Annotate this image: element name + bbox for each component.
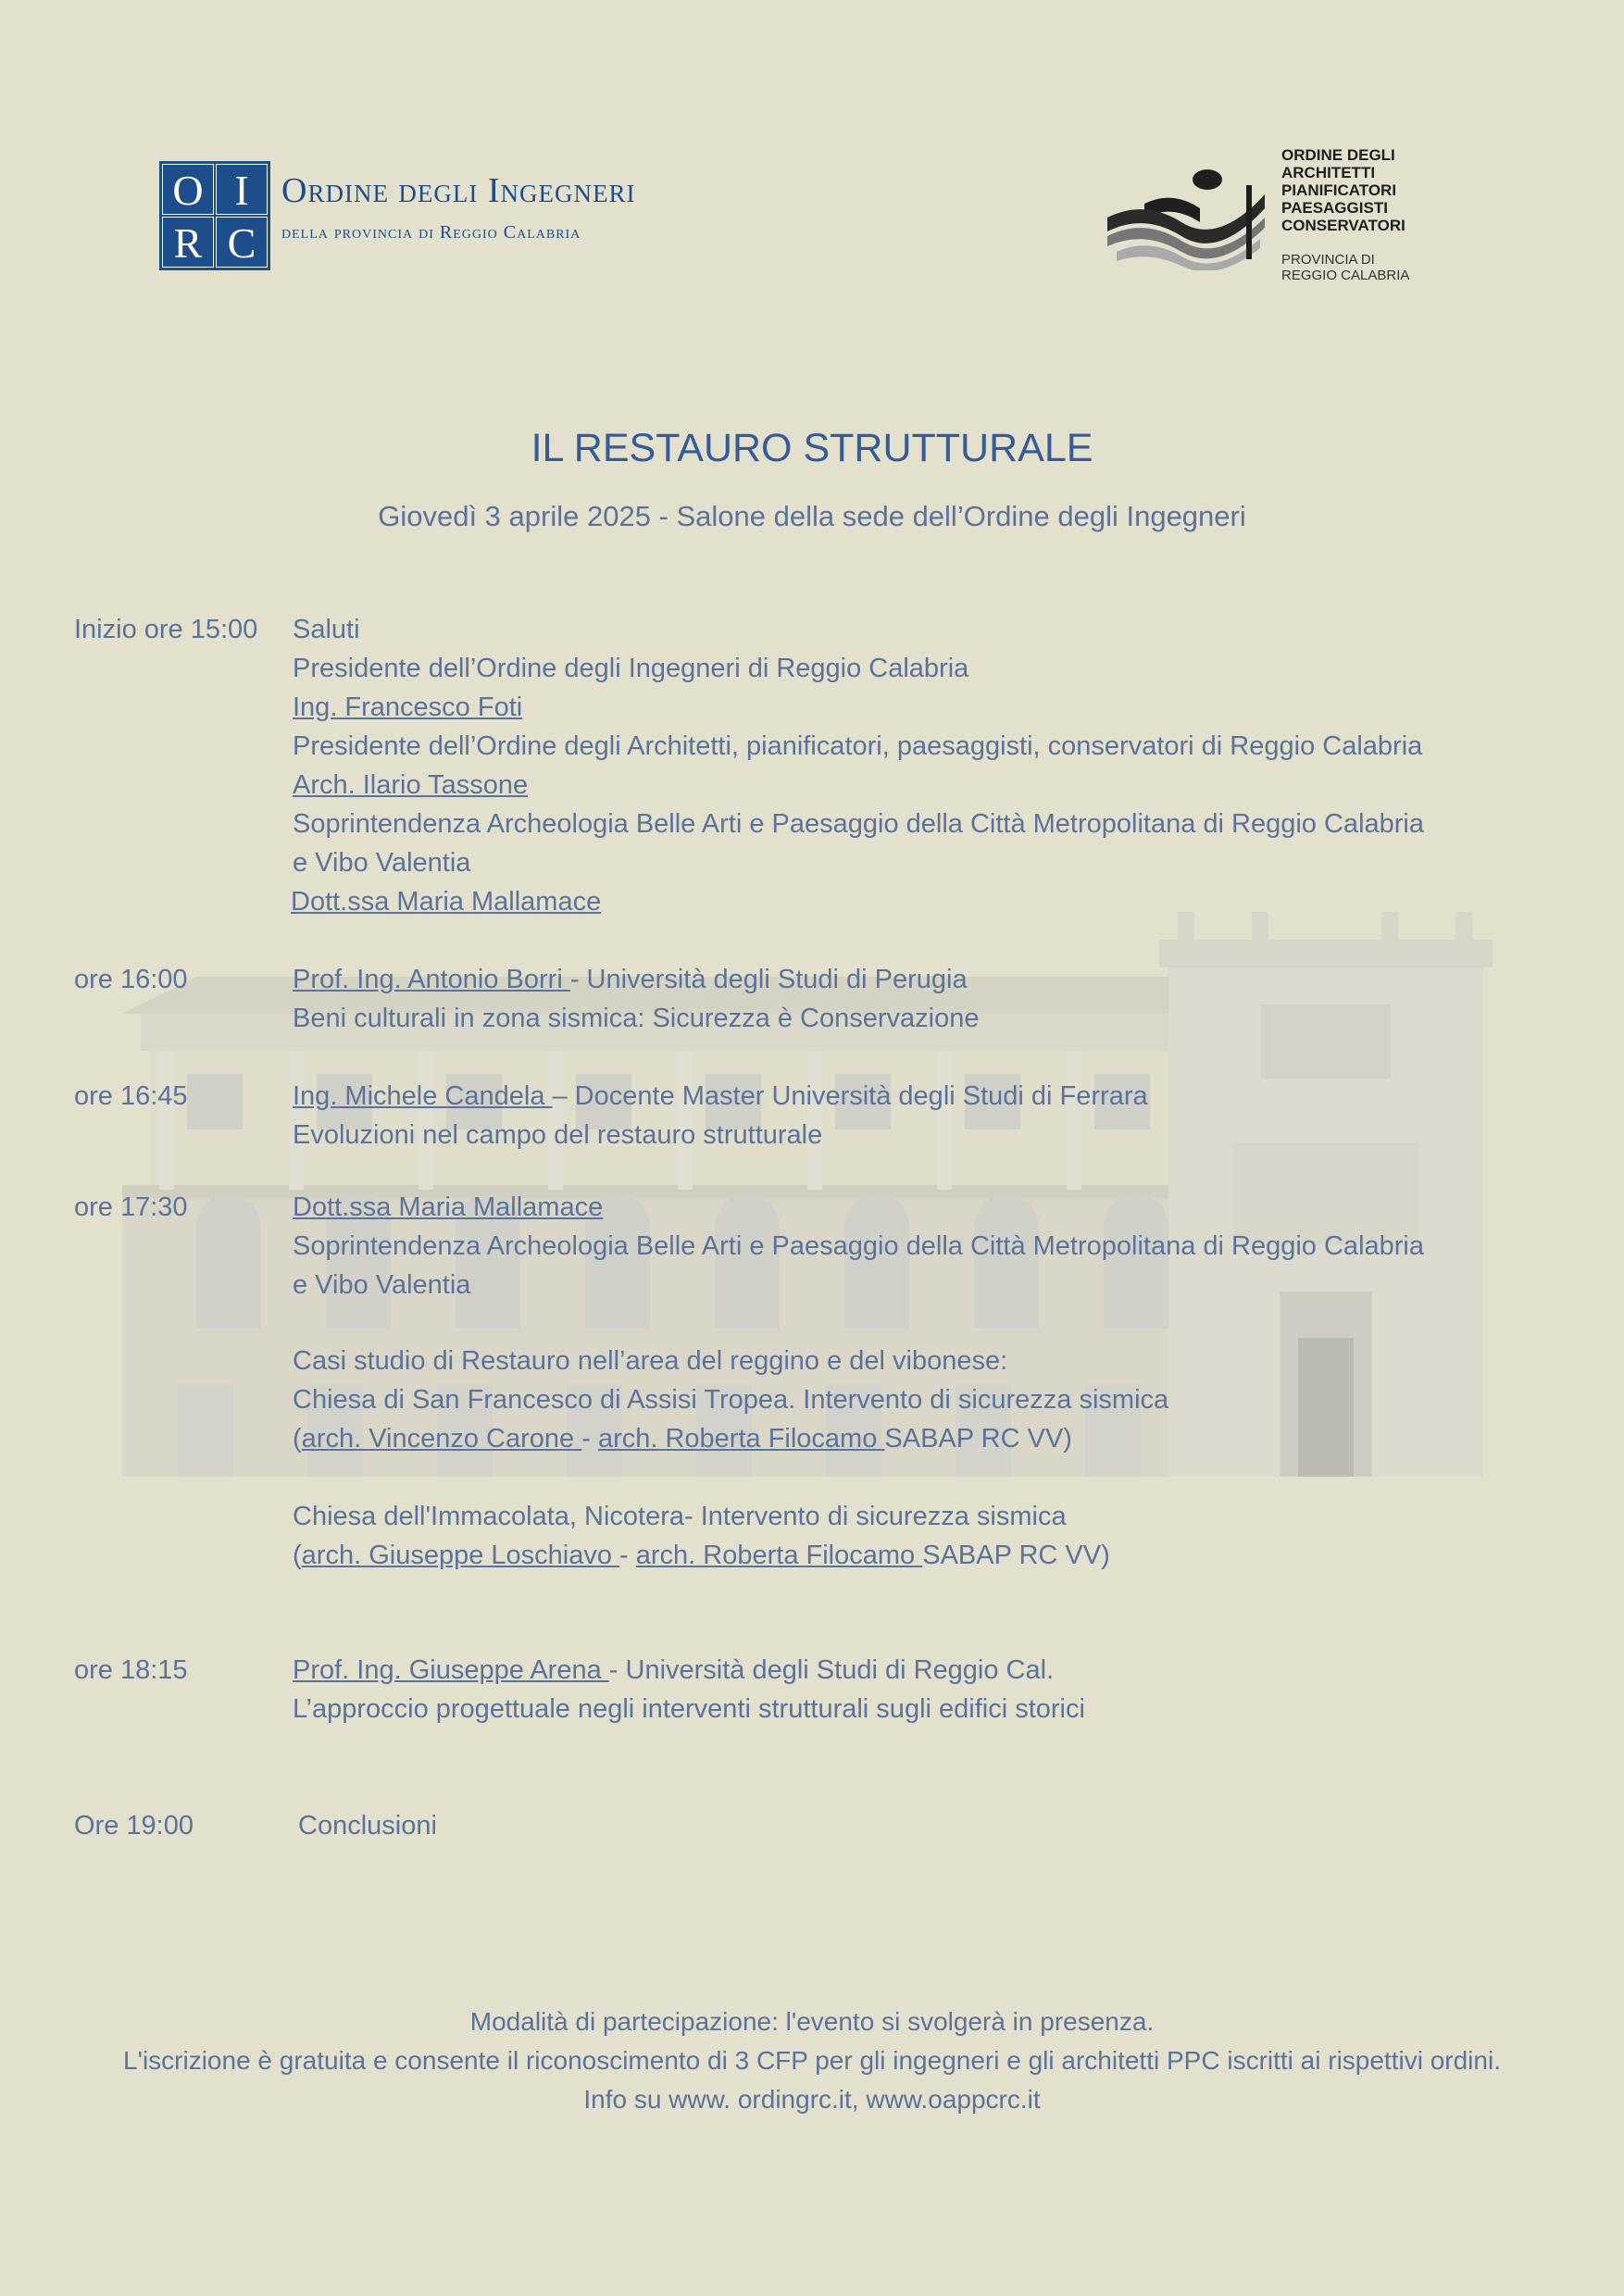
speaker-role: Soprintendenza Archeologia Belle Arti e Paesaggio della Città Metropolitana di Reggio Calabria bbox=[293, 1231, 1424, 1261]
oappc-name-line: PAESAGGISTI bbox=[1281, 199, 1388, 217]
author-office: SABAP RC VV) bbox=[922, 1541, 1110, 1570]
speaker-role: Presidente dell’Ordine degli Ingegneri di Reggio Calabria bbox=[293, 654, 969, 683]
speaker-role: Presidente dell’Ordine degli Architetti, pianificatori, paesaggisti, conservatori di Reggio Calabria bbox=[293, 731, 1423, 761]
speaker-affiliation: - Università degli Studi di Reggio Cal. bbox=[608, 1655, 1055, 1685]
paren: ( bbox=[293, 1541, 302, 1570]
monogram-letter: I bbox=[216, 164, 268, 215]
speaker-name: Prof. Ing. Antonio Borri bbox=[293, 965, 570, 994]
speaker-role: Soprintendenza Archeologia Belle Arti e Paesaggio della Città Metropolitana di Reggio Calabria bbox=[293, 809, 1424, 839]
talk-speaker bbox=[293, 965, 968, 995]
event-date-venue: Giovedì 3 aprile 2025 - Salone della sede dell’Ordine degli Ingegneri bbox=[378, 500, 1246, 532]
time-slot-5: ore 18:15 bbox=[74, 1655, 188, 1685]
oappc-province bbox=[1281, 252, 1409, 283]
monogram-letter: O bbox=[162, 164, 214, 215]
monogram-letter: R bbox=[162, 217, 214, 268]
talk-topic: Beni culturali in zona sismica: Sicurezza è Conservazione bbox=[293, 1004, 980, 1033]
oappc-province-line: REGGIO CALABRIA bbox=[1281, 268, 1410, 283]
case-study: Chiesa dell'Immacolata, Nicotera- Intervento di sicurezza sismica bbox=[293, 1502, 1067, 1531]
speaker-name: Dott.ssa Maria Mallamace bbox=[293, 1192, 604, 1222]
oirc-name: Ordine degli Ingegneri bbox=[281, 171, 636, 210]
author-name: arch. Vincenzo Carone bbox=[301, 1424, 582, 1454]
talk-topic: L’approccio progettuale negli interventi strutturali sugli edifici storici bbox=[293, 1694, 1085, 1724]
time-slot-3: ore 16:45 bbox=[74, 1081, 188, 1111]
oappc-name-line: ARCHITETTI bbox=[1281, 164, 1376, 181]
author-name: arch. Giuseppe Loschiavo bbox=[301, 1541, 620, 1570]
case-study-authors bbox=[293, 1424, 1072, 1454]
talk-topic: Evoluzioni nel campo del restauro strutturale bbox=[293, 1120, 823, 1150]
separator: - bbox=[581, 1424, 598, 1454]
case-study-authors bbox=[293, 1541, 1110, 1571]
time-slot-2: ore 16:00 bbox=[74, 965, 188, 994]
separator: - bbox=[619, 1541, 636, 1570]
oappc-logo bbox=[1107, 146, 1450, 294]
speaker-name: Prof. Ing. Giuseppe Arena bbox=[293, 1655, 609, 1685]
talk-speaker bbox=[293, 1655, 1054, 1686]
oirc-monogram bbox=[159, 161, 270, 270]
website-info: Info su www. ordingrc.it, www.oappcrc.it bbox=[583, 2085, 1041, 2114]
time-slot-6: Ore 19:00 bbox=[74, 1811, 194, 1841]
oappc-name-line: ORDINE DEGLI bbox=[1281, 146, 1395, 164]
speaker-name: Ing. Michele Candela bbox=[293, 1081, 553, 1111]
participation-info: Modalità di partecipazione: l'evento si svolgerà in presenza. bbox=[469, 2007, 1155, 2036]
speaker-affiliation: – Docente Master Università degli Studi di Ferrara bbox=[552, 1081, 1148, 1111]
speaker-name: Ing. Francesco Foti bbox=[293, 693, 523, 722]
oappc-name-line: CONSERVATORI bbox=[1281, 217, 1405, 234]
speaker-role: e Vibo Valentia bbox=[293, 848, 471, 878]
author-office: SABAP RC VV) bbox=[884, 1424, 1072, 1454]
registration-info: L'iscrizione è gratuita e consente il riconoscimento di 3 CFP per gli ingegneri e gli architetti PPC iscritti ai rispettivi ordini. bbox=[123, 2046, 1501, 2075]
case-studies-heading: Casi studio di Restauro nell’area del reggino e del vibonese: bbox=[293, 1346, 1008, 1376]
talk-speaker bbox=[293, 1081, 1148, 1112]
monogram-letter: C bbox=[216, 217, 268, 268]
oappc-name-line: PIANIFICATORI bbox=[1281, 181, 1397, 199]
speaker-affiliation: - Università degli Studi di Perugia bbox=[569, 965, 968, 994]
time-slot-1: Inizio ore 15:00 bbox=[74, 615, 258, 644]
greetings-heading: Saluti bbox=[293, 615, 360, 644]
oappc-name bbox=[1281, 146, 1405, 234]
speaker-name: Arch. Ilario Tassone bbox=[293, 770, 529, 800]
oirc-logo bbox=[159, 161, 696, 270]
author-name: arch. Roberta Filocamo bbox=[635, 1541, 923, 1570]
oirc-subtitle: della provincia di Reggio Calabria bbox=[281, 222, 581, 243]
time-slot-4: ore 17:30 bbox=[74, 1192, 188, 1222]
speaker-name: Dott.ssa Maria Mallamace bbox=[291, 887, 602, 917]
speaker-role: e Vibo Valentia bbox=[293, 1270, 471, 1300]
page-title: IL RESTAURO STRUTTURALE bbox=[531, 426, 1093, 470]
closing-remarks: Conclusioni bbox=[298, 1811, 437, 1841]
oappc-emblem-icon bbox=[1107, 167, 1272, 270]
author-name: arch. Roberta Filocamo bbox=[597, 1424, 885, 1454]
oappc-province-line: PROVINCIA DI bbox=[1281, 252, 1375, 268]
paren: ( bbox=[293, 1424, 302, 1454]
case-study: Chiesa di San Francesco di Assisi Tropea. Intervento di sicurezza sismica bbox=[293, 1385, 1169, 1415]
